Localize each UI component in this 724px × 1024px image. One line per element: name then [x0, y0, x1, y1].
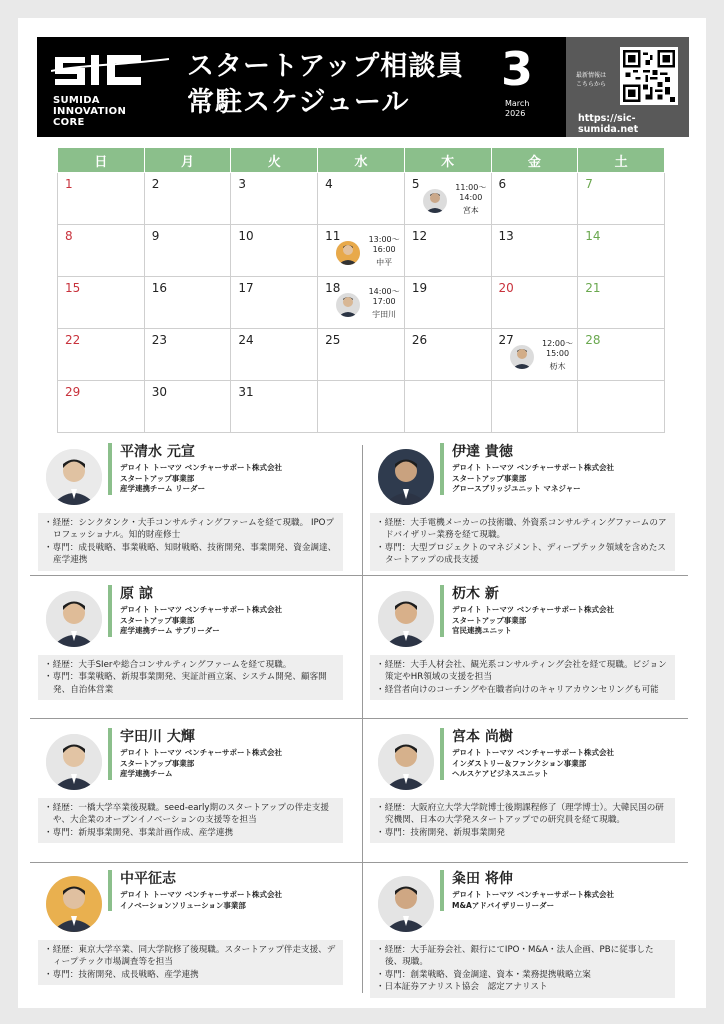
- detail-line: ・経歴：東京大学卒業、同大学院修了後現職。スタートアップ伴走支援、ディープテック市場調査等を担当: [44, 945, 336, 968]
- day-number: 19: [411, 281, 428, 295]
- calendar-day-cell: [404, 277, 491, 329]
- detail-text: 専門：技術開発、成長戦略、産学連携: [52, 969, 199, 980]
- sic-logo: [51, 51, 171, 128]
- affiliation-line: スタートアップ事業部: [452, 615, 527, 625]
- consultant-header: [108, 443, 348, 495]
- affiliation-line: 産学連携チーム サブリーダー: [120, 626, 220, 635]
- logo-text-core: CORE: [53, 117, 85, 128]
- consultant-name: 原 諒: [120, 586, 153, 602]
- affiliation-line: ヘルスケアビジネスユニット: [452, 769, 549, 778]
- day-number: 6: [498, 177, 507, 191]
- day-number: 15: [65, 281, 81, 295]
- detail-line: ・専門：技術開発、成長戦略、産学連携: [44, 969, 199, 980]
- calendar-day-cell: [58, 277, 145, 329]
- day-number: 20: [498, 281, 514, 295]
- calendar-day-cell: [318, 329, 405, 381]
- calendar-day-cell: [578, 329, 665, 381]
- detail-line: ・専門：大型プロジェクトのマネジメント、ディープテック領域を含めたスタートアップの成長支援: [376, 542, 666, 566]
- detail-line: ・経歴：大手人材会社、観光系コンサルティング会社を経て現職。ビジョン策定やHR領域の支援を担当: [376, 660, 667, 683]
- consultant-card: [30, 585, 348, 723]
- calendar-day-cell: [231, 173, 318, 225]
- consultant-name: 平清水 元宣: [120, 444, 195, 460]
- detail-text: 経歴：大手SIerや総合コンサルティングファームを経て現職。: [52, 660, 292, 670]
- event-name: 宮本: [462, 206, 479, 215]
- month-number: 3: [501, 42, 534, 96]
- affiliation-line: スタートアップ事業部: [452, 473, 527, 483]
- calendar-week-row: [58, 277, 665, 329]
- consultant-name: 粂田 将伸: [452, 871, 513, 887]
- affiliation-line: デロイト トーマツ ベンチャーサポート株式会社: [120, 463, 283, 472]
- affiliation-line: デロイト トーマツ ベンチャーサポート株式会社: [452, 463, 615, 472]
- detail-text: 経歴：一橋大学卒業後現職。seed-early期のスタートアップの伴走支援や、大企業のオープンイノベーションの支援等を担当: [52, 803, 329, 826]
- consultant-photo-icon: [336, 293, 360, 317]
- day-number: 5: [411, 177, 420, 191]
- detail-line: ・経歴：シンクタンク・大手コンサルティングファームを経て現職。 IPOプロフェッショナル。知的財産修士: [44, 518, 335, 541]
- detail-line: ・日本証券アナリスト協会 認定アナリスト: [376, 982, 548, 993]
- consultant-name: 中平征志: [120, 871, 176, 887]
- calendar-week-row: [58, 381, 665, 433]
- consultant-header: [440, 443, 680, 495]
- affiliation-line: デロイト トーマツ ベンチャーサポート株式会社: [452, 748, 615, 757]
- affiliation-line: スタートアップ事業部: [120, 758, 195, 768]
- schedule-event: [423, 183, 497, 223]
- consultant-photo-icon: [378, 734, 434, 790]
- calendar-day-cell: [58, 381, 145, 433]
- affiliation-line: 産学連携チーム: [120, 769, 173, 778]
- consultant-card: [362, 585, 680, 723]
- detail-text: 経歴：シンクタンク・大手コンサルティングファームを経て現職。 IPOプロフェッショナル。知的財産修士: [52, 518, 335, 541]
- consultant-header: [108, 870, 348, 911]
- day-number: 4: [325, 177, 333, 191]
- weekday-sat: 土: [578, 148, 665, 173]
- consultant-name: 杤木 新: [452, 586, 499, 602]
- detail-text: 経歴：大手人材会社、観光系コンサルティング会社を経て現職。ビジョン策定やHR領域の支援を担当: [384, 660, 667, 683]
- day-number: 26: [411, 333, 428, 347]
- schedule-event: [510, 339, 584, 379]
- weekday-thu: 木: [404, 148, 491, 173]
- consultant-photo-icon: [378, 876, 434, 932]
- consultant-header: [440, 870, 680, 911]
- logo-text-sumida: SUMIDA: [53, 95, 100, 106]
- weekday-header-row: [58, 148, 665, 173]
- calendar-day-cell: [318, 277, 405, 329]
- calendar-day-cell: [58, 329, 145, 381]
- day-number: 2: [151, 177, 160, 191]
- consultant-photo-icon: [46, 591, 102, 647]
- detail-text: 専門：新規事業開発、事業計画作成、産学連携: [52, 827, 234, 838]
- calendar-day-cell: [491, 277, 578, 329]
- consultant-affiliation: [452, 748, 680, 780]
- day-number: 10: [238, 229, 254, 243]
- consultant-affiliation: [452, 890, 680, 911]
- day-number: 9: [151, 229, 160, 243]
- title-line-2: 常駐スケジュール: [187, 87, 410, 118]
- day-number: 7: [585, 177, 593, 191]
- day-number: 27: [498, 333, 514, 347]
- consultant-card: [362, 443, 680, 581]
- consultant-photo-icon: [423, 189, 447, 213]
- calendar-day-cell: [231, 277, 318, 329]
- consultant-name: 伊達 貴徳: [452, 444, 513, 460]
- schedule-event: [336, 287, 410, 327]
- detail-line: ・専門：成長戦略、事業戦略、知財戦略、技術開発、事業開発、資金調達、産学連携: [44, 542, 337, 566]
- detail-text: 専門：事業戦略、新規事業開発、実証計画立案、システム開発、顧客開発、自治体営業: [52, 672, 327, 695]
- consultant-photo-icon: [378, 449, 434, 505]
- event-name: 中平: [376, 258, 393, 267]
- consultant-header: [440, 585, 680, 637]
- site-url[interactable]: https://sic-sumida.net: [578, 113, 639, 135]
- calendar-day-cell: [58, 173, 145, 225]
- weekday-fri: 金: [491, 148, 578, 173]
- event-name: 杤木: [549, 362, 566, 371]
- qr-note: [576, 71, 606, 89]
- calendar-week-row: [58, 225, 665, 277]
- header-banner: [37, 37, 689, 137]
- month-name: March: [505, 99, 530, 108]
- consultant-details: [38, 513, 343, 571]
- detail-text: 経歴：大手電機メーカーの技術職、外資系コンサルティングファームのアドバイザリー業務を経て現職。: [384, 518, 667, 541]
- day-number: 17: [238, 281, 254, 295]
- affiliation-line: デロイト トーマツ ベンチャーサポート株式会社: [120, 748, 283, 757]
- affiliation-line: グロースブリッジユニット マネジャー: [452, 484, 581, 493]
- detail-line: ・経歴：大手電機メーカーの技術職、外資系コンサルティングファームのアドバイザリー業務を経て現職。: [376, 518, 667, 541]
- day-number: 30: [151, 385, 167, 399]
- detail-text: 専門：創業戦略、資金調達、資本・業務提携戦略立案: [384, 969, 591, 980]
- day-number: 31: [238, 385, 254, 399]
- detail-line: ・専門：技術開発、新規事業開発: [376, 827, 505, 838]
- day-number: 21: [585, 281, 601, 295]
- detail-line: ・経歴：大手SIerや総合コンサルティングファームを経て現職。: [44, 660, 292, 670]
- day-number: 29: [65, 385, 81, 399]
- affiliation-line: インダストリー＆ファンクション事業部: [452, 758, 587, 768]
- consultant-details: [38, 655, 343, 700]
- detail-text: 専門：大型プロジェクトのマネジメント、ディープテック領域を含めたスタートアップの成長支援: [384, 542, 666, 566]
- consultant-photo-icon: [46, 876, 102, 932]
- calendar-day-cell: [144, 329, 231, 381]
- event-name: 宇田川: [372, 310, 397, 319]
- event-time: 12:00〜 15:00: [541, 339, 574, 358]
- title-line-1: スタートアップ相談員: [187, 51, 465, 82]
- calendar-day-cell: [404, 329, 491, 381]
- day-number: 14: [585, 229, 601, 243]
- calendar-day-cell: [318, 225, 405, 277]
- calendar-day-cell: [318, 173, 405, 225]
- affiliation-line: デロイト トーマツ ベンチャーサポート株式会社: [120, 890, 283, 899]
- detail-text: 経歴：大手証券会社、銀行にてIPO・M&A・法人企画、PBに従事した後、現職。: [384, 945, 654, 968]
- consultant-photo-icon: [46, 449, 102, 505]
- consultant-photo-icon: [510, 345, 534, 369]
- consultant-details: [38, 940, 343, 985]
- detail-text: 日本証券アナリスト協会 認定アナリスト: [384, 982, 548, 993]
- detail-text: 経歴：東京大学卒業、同大学院修了後現職。スタートアップ伴走支援、ディープテック市場調査等を担当: [52, 945, 336, 968]
- detail-line: ・専門：新規事業開発、事業計画作成、産学連携: [44, 827, 234, 838]
- qr-panel: [566, 37, 689, 137]
- logo-text-innovation: INNOVATION: [53, 106, 127, 117]
- calendar-day-cell: [318, 381, 405, 433]
- consultant-card: [362, 870, 680, 1008]
- detail-text: 専門：技術開発、新規事業開発: [384, 827, 505, 838]
- detail-line: ・専門：事業戦略、新規事業開発、実証計画立案、システム開発、顧客開発、自治体営業: [44, 672, 327, 695]
- calendar-day-cell: [231, 329, 318, 381]
- calendar-day-cell: [578, 225, 665, 277]
- detail-line: ・経歴：大手証券会社、銀行にてIPO・M&A・法人企画、PBに従事した後、現職。: [376, 945, 654, 968]
- consultant-affiliation: [120, 748, 348, 780]
- calendar-day-cell: [144, 277, 231, 329]
- consultant-details: [370, 940, 675, 998]
- weekday-sun: 日: [58, 148, 145, 173]
- consultant-details: [38, 798, 343, 843]
- qr-code-icon[interactable]: [620, 47, 678, 105]
- day-number: 11: [325, 229, 341, 243]
- consultant-affiliation: [120, 890, 348, 911]
- calendar-week-row: [58, 329, 665, 381]
- calendar-day-cell: [491, 381, 578, 433]
- consultant-photo-icon: [378, 591, 434, 647]
- calendar-day-cell: [578, 173, 665, 225]
- day-number: 24: [238, 333, 254, 347]
- consultant-affiliation: [120, 463, 348, 495]
- affiliation-line: イノベーションソリューション事業部: [120, 900, 246, 910]
- schedule-calendar: [57, 147, 665, 433]
- qr-note-line-1: 最新情報は: [576, 72, 607, 79]
- calendar-day-cell: [58, 225, 145, 277]
- qr-note-line-2: こちらから: [576, 81, 607, 88]
- calendar-week-row: [58, 173, 665, 225]
- detail-line: ・経歴：大阪府立大学大学院博士後期課程修了（理学博士）。大韓民国の研究機関、日本の大学発スタートアップでの研究員を経て現職。: [376, 803, 664, 826]
- consultant-details: [370, 655, 675, 700]
- detail-line: ・経営者向けのコーチングや在職者向けのキャリアカウンセリングも可能: [376, 684, 659, 695]
- detail-text: 経営者向けのコーチングや在職者向けのキャリアカウンセリングも可能: [384, 684, 659, 695]
- weekday-mon: 月: [144, 148, 231, 173]
- day-number: 12: [411, 229, 428, 243]
- consultant-header: [108, 585, 348, 637]
- affiliation-line: 産学連携チーム リーダー: [120, 484, 206, 493]
- consultant-name: 宇田川 大輝: [120, 729, 195, 745]
- weekday-tue: 火: [231, 148, 318, 173]
- calendar-day-cell: [404, 173, 491, 225]
- year: 2026: [505, 109, 526, 118]
- day-number: 22: [65, 333, 81, 347]
- consultant-photo-icon: [46, 734, 102, 790]
- affiliation-line: M&Aアドバイザリーリーダー: [452, 900, 555, 910]
- calendar-day-cell: [144, 381, 231, 433]
- calendar-day-cell: [578, 277, 665, 329]
- affiliation-line: デロイト トーマツ ベンチャーサポート株式会社: [120, 605, 283, 614]
- calendar-day-cell: [404, 225, 491, 277]
- consultant-card: [30, 443, 348, 581]
- event-time: 11:00〜 14:00: [455, 183, 487, 202]
- affiliation-line: デロイト トーマツ ベンチャーサポート株式会社: [452, 605, 615, 614]
- detail-text: 専門：成長戦略、事業戦略、知財戦略、技術開発、事業開発、資金調達、産学連携: [52, 542, 337, 566]
- consultant-card: [30, 728, 348, 866]
- day-number: 8: [65, 229, 73, 243]
- calendar-day-cell: [144, 225, 231, 277]
- affiliation-line: 官民連携ユニット: [452, 626, 512, 635]
- weekday-wed: 水: [318, 148, 405, 173]
- consultant-card: [362, 728, 680, 866]
- day-number: 16: [151, 281, 167, 295]
- affiliation-line: スタートアップ事業部: [120, 615, 195, 625]
- day-number: 28: [585, 333, 601, 347]
- calendar-day-cell: [231, 381, 318, 433]
- affiliation-line: デロイト トーマツ ベンチャーサポート株式会社: [452, 890, 615, 899]
- day-number: 3: [238, 177, 247, 191]
- page-title: [187, 49, 464, 121]
- day-number: 13: [498, 229, 514, 243]
- consultant-name: 宮本 尚樹: [452, 729, 513, 745]
- logo-wordmark: [53, 95, 126, 128]
- detail-text: 経歴：大阪府立大学大学院博士後期課程修了（理学博士）。大韓民国の研究機関、日本の大学発スタートアップでの研究員を経て現職。: [384, 803, 664, 826]
- consultant-header: [440, 728, 680, 780]
- affiliation-line: スタートアップ事業部: [120, 473, 195, 483]
- detail-line: ・経歴：一橋大学卒業後現職。seed-early期のスタートアップの伴走支援や、大企業のオープンイノベーションの支援等を担当: [44, 803, 329, 826]
- sic-logo-mark: [51, 51, 171, 91]
- month-english: [505, 99, 529, 119]
- day-number: 23: [151, 333, 167, 347]
- consultant-affiliation: [452, 605, 680, 637]
- schedule-event: [336, 235, 410, 275]
- detail-line: ・専門：創業戦略、資金調達、資本・業務提携戦略立案: [376, 969, 591, 980]
- calendar-day-cell: [231, 225, 318, 277]
- calendar-day-cell: [491, 225, 578, 277]
- calendar-day-cell: [491, 329, 578, 381]
- consultant-affiliation: [452, 463, 680, 495]
- consultant-card: [30, 870, 348, 1008]
- event-time: 14:00〜 17:00: [368, 287, 400, 306]
- consultant-photo-icon: [336, 241, 360, 265]
- event-time: 13:00〜 16:00: [368, 235, 400, 254]
- calendar-day-cell: [578, 381, 665, 433]
- day-number: 1: [65, 177, 73, 191]
- consultant-details: [370, 798, 675, 843]
- day-number: 25: [325, 333, 341, 347]
- consultant-header: [108, 728, 348, 780]
- calendar-day-cell: [144, 173, 231, 225]
- consultant-details: [370, 513, 675, 571]
- calendar-day-cell: [404, 381, 491, 433]
- calendar-day-cell: [491, 173, 578, 225]
- day-number: 18: [325, 281, 341, 295]
- consultant-affiliation: [120, 605, 348, 637]
